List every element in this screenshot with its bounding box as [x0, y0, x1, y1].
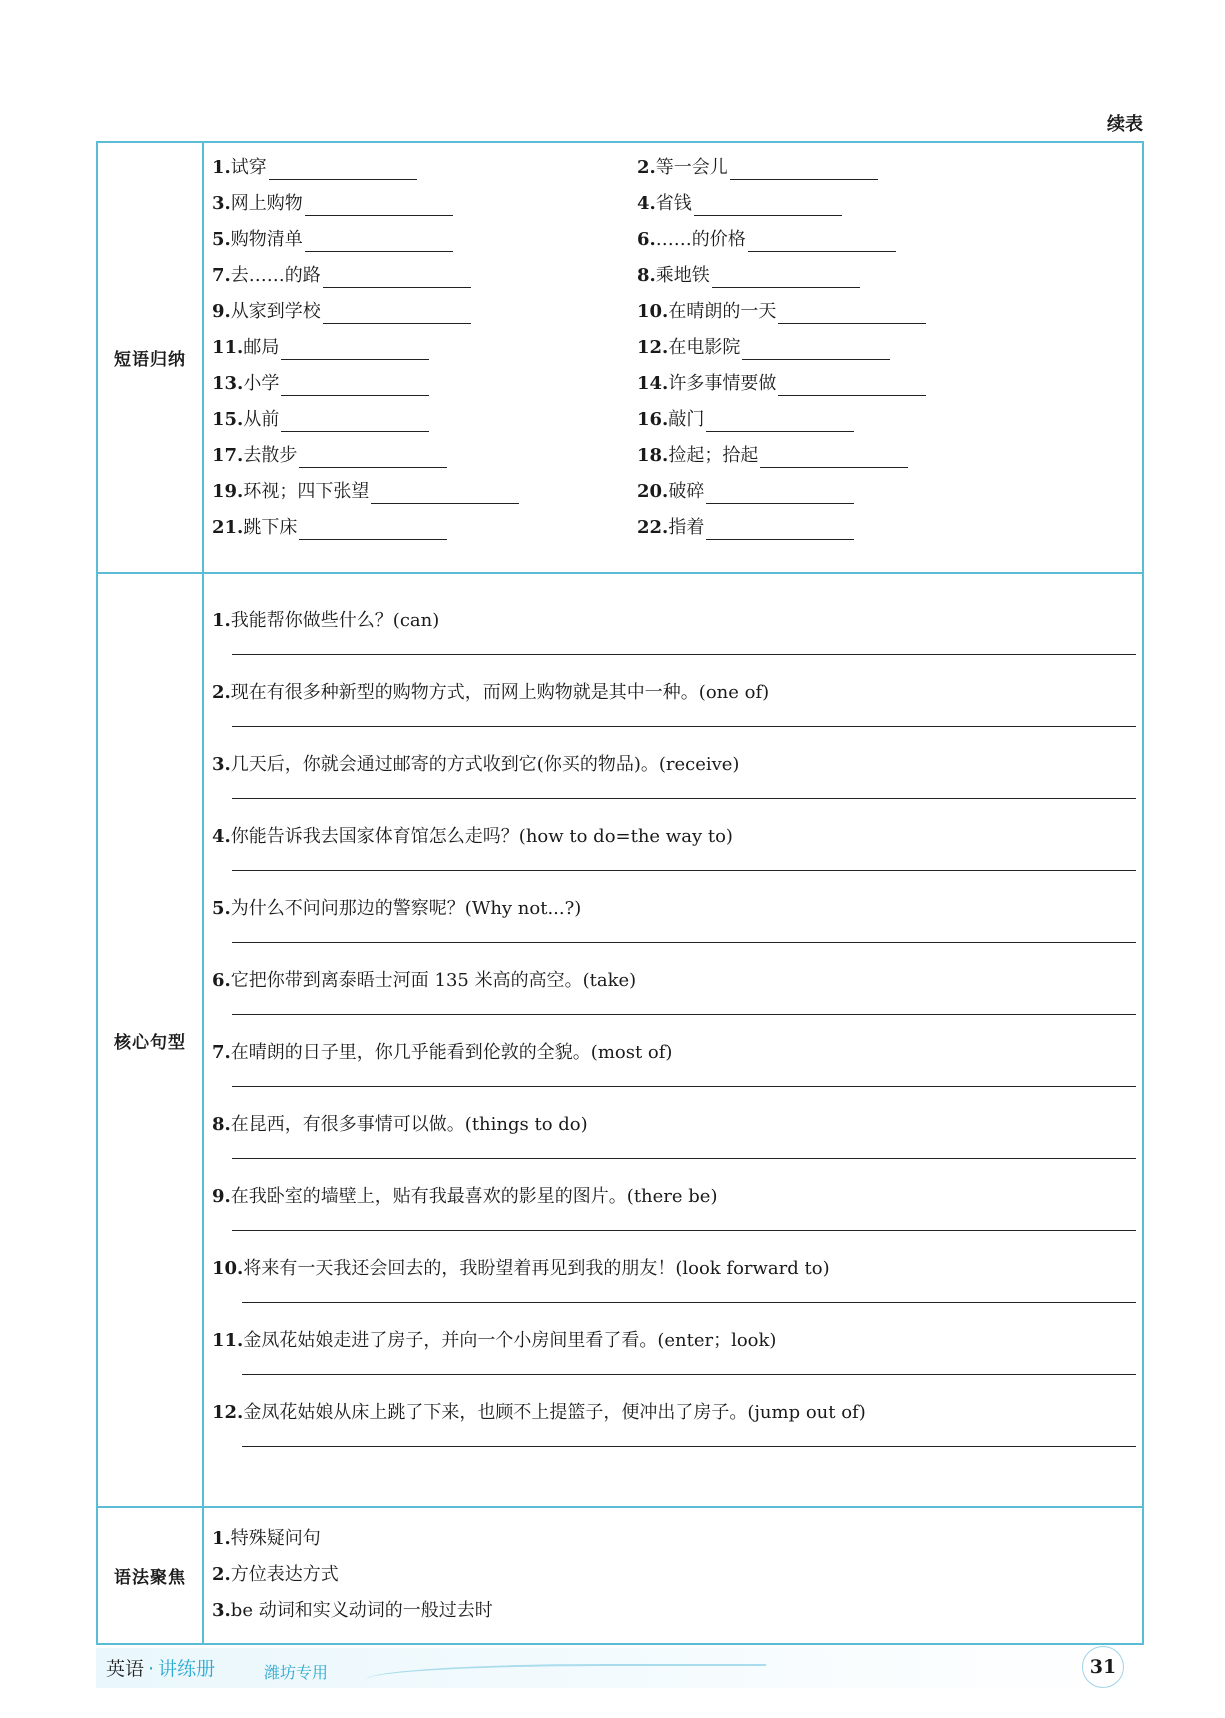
- phrase-item: [637, 371, 1142, 396]
- phrase-answer-blank[interactable]: [730, 161, 878, 180]
- phrase-item: [637, 155, 1142, 180]
- sentence-text: 我能帮你做些什么？(can): [230, 610, 440, 631]
- sentence-text: 在昆西，有很多事情可以做。(things to do): [230, 1114, 588, 1135]
- phrases-section: [97, 142, 1143, 573]
- sentence-number: 9.: [212, 1186, 231, 1207]
- phrase-item: [212, 335, 637, 360]
- phrase-item: [637, 335, 1142, 360]
- phrase-number: 9.: [212, 301, 231, 322]
- phrase-item: [637, 191, 1142, 216]
- phrase-item: [212, 407, 637, 432]
- sentence-answer-line[interactable]: [232, 1086, 1136, 1087]
- phrase-text: 破碎: [668, 481, 705, 502]
- phrase-text: 等一会儿: [655, 157, 728, 178]
- phrase-text: 去……的路: [230, 265, 321, 286]
- phrase-item: [212, 515, 637, 540]
- footer-book-title: [106, 1654, 215, 1681]
- phrase-text: 在晴朗的一天: [668, 301, 777, 322]
- phrase-number: 7.: [212, 265, 231, 286]
- sentence-text: 将来有一天我还会回去的，我盼望着再见到我的朋友！(look forward to): [243, 1258, 830, 1279]
- phrase-answer-blank[interactable]: [760, 449, 908, 468]
- grammar-number: 1.: [212, 1528, 231, 1549]
- phrase-answer-blank[interactable]: [778, 305, 926, 324]
- sentence-item: [212, 968, 1136, 1040]
- sentence-text: 为什么不问问那边的警察呢？(Why not...?): [230, 898, 582, 919]
- phrase-number: 6.: [637, 229, 656, 250]
- phrase-item: [212, 443, 637, 468]
- footer-subject: 英语: [106, 1658, 145, 1680]
- sentence-item: [212, 1184, 1136, 1256]
- phrase-text: 从前: [243, 409, 280, 430]
- sentence-prompt: [212, 1400, 1136, 1426]
- phrase-item: [637, 227, 1142, 252]
- phrases-label: 短语归纳: [97, 142, 203, 573]
- sentence-item: [212, 1328, 1136, 1400]
- sentence-prompt: [212, 752, 1136, 778]
- phrase-answer-blank[interactable]: [323, 305, 471, 324]
- sentence-number: 10.: [212, 1258, 244, 1279]
- phrase-answer-blank[interactable]: [299, 521, 447, 540]
- sentence-number: 7.: [212, 1042, 231, 1063]
- sentence-text: 几天后，你就会通过邮寄的方式收到它(你买的物品)。(receive): [230, 754, 740, 775]
- phrase-number: 22.: [637, 517, 669, 538]
- phrase-answer-blank[interactable]: [778, 377, 926, 396]
- phrase-number: 15.: [212, 409, 244, 430]
- sentence-answer-line[interactable]: [232, 942, 1136, 943]
- phrase-answer-blank[interactable]: [299, 449, 447, 468]
- phrase-answer-blank[interactable]: [323, 269, 471, 288]
- phrase-number: 19.: [212, 481, 244, 502]
- phrase-text: ……的价格: [655, 229, 746, 250]
- sentence-answer-line[interactable]: [232, 654, 1136, 655]
- grammar-text: 方位表达方式: [230, 1564, 339, 1585]
- sentence-item: [212, 1400, 1136, 1472]
- sentence-number: 5.: [212, 898, 231, 919]
- sentence-prompt: [212, 1184, 1136, 1210]
- phrases-cell: [203, 142, 1143, 573]
- phrase-number: 21.: [212, 517, 244, 538]
- sentence-list: [204, 574, 1142, 1506]
- phrase-number: 2.: [637, 157, 656, 178]
- sentence-number: 6.: [212, 970, 231, 991]
- phrase-answer-blank[interactable]: [281, 377, 429, 396]
- phrase-number: 10.: [637, 301, 669, 322]
- phrase-answer-blank[interactable]: [281, 413, 429, 432]
- sentences-label: 核心句型: [97, 573, 203, 1507]
- sentence-text: 你能告诉我去国家体育馆怎么走吗？(how to do=the way to): [230, 826, 733, 847]
- sentence-answer-line[interactable]: [242, 1374, 1136, 1375]
- sentences-section: [97, 573, 1143, 1507]
- phrase-text: 邮局: [243, 337, 280, 358]
- grammar-number: 3.: [212, 1600, 231, 1621]
- sentence-answer-line[interactable]: [242, 1446, 1136, 1447]
- phrase-list: [204, 143, 1142, 552]
- summary-table: [96, 141, 1144, 1645]
- grammar-item: [212, 1521, 1142, 1557]
- phrase-answer-blank[interactable]: [305, 197, 453, 216]
- phrase-item: [637, 479, 1142, 504]
- phrase-item: [212, 263, 637, 288]
- sentence-answer-line[interactable]: [232, 726, 1136, 727]
- phrase-answer-blank[interactable]: [305, 233, 453, 252]
- phrase-number: 8.: [637, 265, 656, 286]
- sentence-prompt: [212, 824, 1136, 850]
- grammar-section: [97, 1507, 1143, 1644]
- phrase-text: 在电影院: [668, 337, 741, 358]
- page-number: 31: [1082, 1646, 1124, 1688]
- sentence-answer-line[interactable]: [232, 798, 1136, 799]
- page-footer: [96, 1646, 1146, 1692]
- phrase-text: 跳下床: [243, 517, 298, 538]
- grammar-number: 2.: [212, 1564, 231, 1585]
- footer-book: 讲练册: [158, 1658, 216, 1680]
- phrase-answer-blank[interactable]: [706, 521, 854, 540]
- sentence-item: [212, 896, 1136, 968]
- phrase-number: 1.: [212, 157, 231, 178]
- phrase-number: 20.: [637, 481, 669, 502]
- sentence-item: [212, 680, 1136, 752]
- phrase-item: [637, 299, 1142, 324]
- sentence-answer-line[interactable]: [232, 1014, 1136, 1015]
- sentence-answer-line[interactable]: [232, 870, 1136, 871]
- phrase-item: [212, 299, 637, 324]
- sentence-item: [212, 1112, 1136, 1184]
- phrase-item: [637, 263, 1142, 288]
- sentence-prompt: [212, 896, 1136, 922]
- phrase-number: 18.: [637, 445, 669, 466]
- phrase-answer-blank[interactable]: [712, 269, 860, 288]
- phrase-item: [212, 479, 637, 504]
- phrase-answer-blank[interactable]: [706, 485, 854, 504]
- phrase-text: 捡起；拾起: [668, 445, 759, 466]
- sentence-text: 在我卧室的墙壁上，贴有我最喜欢的影星的图片。(there be): [230, 1186, 718, 1207]
- sentence-prompt: [212, 1040, 1136, 1066]
- phrase-item: [212, 191, 637, 216]
- phrase-text: 敲门: [668, 409, 705, 430]
- sentence-text: 它把你带到离泰晤士河面 135 米高的高空。(take): [230, 970, 637, 991]
- phrase-item: [212, 155, 637, 180]
- phrase-text: 指着: [668, 517, 705, 538]
- sentence-text: 金凤花姑娘从床上跳了下来，也顾不上提篮子，便冲出了房子。(jump out of): [243, 1402, 866, 1423]
- phrase-text: 购物清单: [230, 229, 303, 250]
- sentence-number: 1.: [212, 610, 231, 631]
- sentence-prompt: [212, 1256, 1136, 1282]
- phrase-number: 14.: [637, 373, 669, 394]
- phrase-number: 16.: [637, 409, 669, 430]
- sentence-answer-line[interactable]: [232, 1230, 1136, 1231]
- phrase-number: 17.: [212, 445, 244, 466]
- phrase-text: 网上购物: [230, 193, 303, 214]
- phrase-text: 试穿: [230, 157, 267, 178]
- sentence-answer-line[interactable]: [232, 1158, 1136, 1159]
- phrase-text: 去散步: [243, 445, 298, 466]
- sentence-number: 8.: [212, 1114, 231, 1135]
- phrase-number: 11.: [212, 337, 244, 358]
- phrase-answer-blank[interactable]: [269, 161, 417, 180]
- sentence-text: 现在有很多种新型的购物方式，而网上购物就是其中一种。(one of): [230, 682, 770, 703]
- phrase-text: 乘地铁: [655, 265, 710, 286]
- phrase-text: 从家到学校: [230, 301, 321, 322]
- phrase-item: [637, 407, 1142, 432]
- sentence-item: [212, 824, 1136, 896]
- phrase-answer-blank[interactable]: [706, 413, 854, 432]
- phrase-answer-blank[interactable]: [694, 197, 842, 216]
- sentence-number: 2.: [212, 682, 231, 703]
- sentence-item: [212, 1040, 1136, 1112]
- phrase-text: 许多事情要做: [668, 373, 777, 394]
- phrase-number: 13.: [212, 373, 244, 394]
- footer-edition: 潍坊专用: [264, 1663, 329, 1682]
- sentence-item: [212, 752, 1136, 824]
- grammar-list: [204, 1508, 1142, 1643]
- phrase-number: 4.: [637, 193, 656, 214]
- grammar-cell: [203, 1507, 1143, 1644]
- grammar-label: 语法聚焦: [97, 1507, 203, 1644]
- phrase-item: [212, 227, 637, 252]
- grammar-text: 特殊疑问句: [230, 1528, 321, 1549]
- phrase-answer-blank[interactable]: [742, 341, 890, 360]
- sentence-prompt: [212, 1328, 1136, 1354]
- sentence-number: 3.: [212, 754, 231, 775]
- sentence-answer-line[interactable]: [242, 1302, 1136, 1303]
- sentence-text: 在晴朗的日子里，你几乎能看到伦敦的全貌。(most of): [230, 1042, 673, 1063]
- phrase-answer-blank[interactable]: [371, 485, 519, 504]
- footer-dot: ·: [148, 1658, 155, 1680]
- sentence-prompt: [212, 1112, 1136, 1138]
- sentence-prompt: [212, 680, 1136, 706]
- continued-label: 续表: [1107, 114, 1143, 135]
- phrase-number: 3.: [212, 193, 231, 214]
- phrase-number: 5.: [212, 229, 231, 250]
- grammar-item: [212, 1593, 1142, 1629]
- phrase-number: 12.: [637, 337, 669, 358]
- sentence-prompt: [212, 608, 1136, 634]
- sentence-number: 4.: [212, 826, 231, 847]
- sentence-item: [212, 608, 1136, 680]
- phrase-text: 小学: [243, 373, 280, 394]
- sentence-prompt: [212, 968, 1136, 994]
- phrase-item: [637, 515, 1142, 540]
- phrase-item: [637, 443, 1142, 468]
- phrase-answer-blank[interactable]: [281, 341, 429, 360]
- sentence-text: 金凤花姑娘走进了房子，并向一个小房间里看了看。(enter；look): [243, 1330, 777, 1351]
- grammar-item: [212, 1557, 1142, 1593]
- sentence-number: 11.: [212, 1330, 244, 1351]
- sentences-cell: [203, 573, 1143, 1507]
- phrase-item: [212, 371, 637, 396]
- phrase-text: 环视；四下张望: [243, 481, 370, 502]
- sentence-number: 12.: [212, 1402, 244, 1423]
- grammar-text: be 动词和实义动词的一般过去时: [230, 1600, 493, 1621]
- phrase-text: 省钱: [655, 193, 692, 214]
- sentence-item: [212, 1256, 1136, 1328]
- phrase-answer-blank[interactable]: [748, 233, 896, 252]
